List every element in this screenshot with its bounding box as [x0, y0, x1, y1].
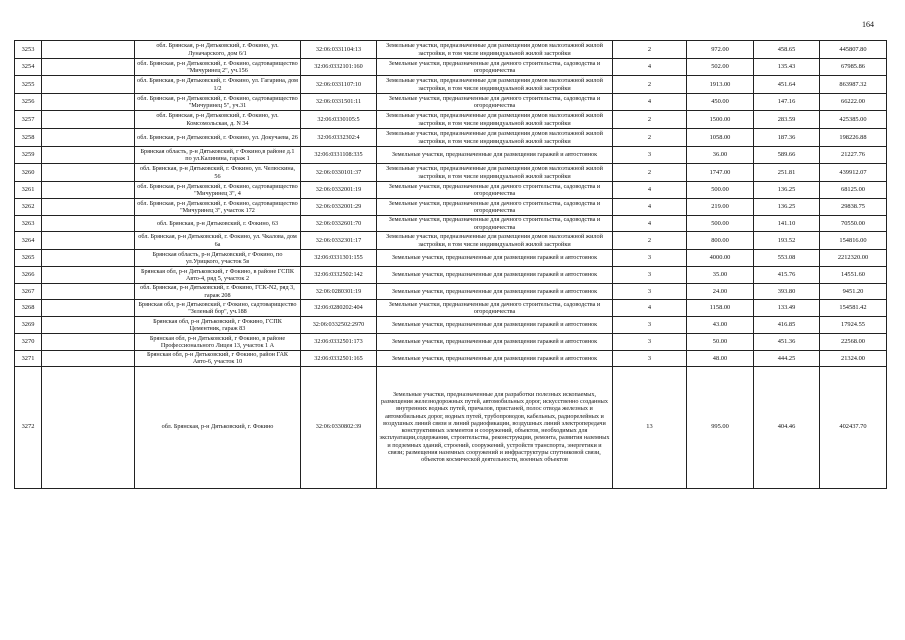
address-cell: Брянская обл, р-н Дятьковский, г Фокино, в районе ГСПК Авто-4, ряд 5, участок 2: [135, 267, 301, 284]
table-row: [15, 147, 887, 164]
land-use-cell: Земельные участки, предназначенные для размещения гаражей и автостоянок: [377, 351, 613, 367]
table-body: [15, 41, 887, 489]
cadastral-value-cell: 425385.00: [820, 111, 887, 129]
group-cell: 13: [613, 366, 687, 488]
cadastral-number-cell: 32:06:0332502:2970: [301, 317, 377, 334]
specific-value-cell: 133.49: [754, 300, 820, 317]
cadastral-value-cell: 21227.76: [820, 147, 887, 164]
area-cell: 1500.00: [687, 111, 754, 129]
area-cell: 450.00: [687, 94, 754, 111]
blank-cell: [42, 129, 135, 147]
group-cell: 3: [613, 267, 687, 284]
land-use-cell: Земельные участки, предназначенные для размещения гаражей и автостоянок: [377, 284, 613, 300]
blank-cell: [42, 199, 135, 216]
land-use-cell: Земельные участки, предназначенные для дачного строительства, садоводства и огородничества: [377, 59, 613, 76]
land-use-cell: Земельные участки, предназначенные для размещения домов малоэтажной жилой застройки, в том числе индивидуальной жилой застройки: [377, 111, 613, 129]
specific-value-cell: 393.80: [754, 284, 820, 300]
row-number: 3256: [15, 94, 42, 111]
group-cell: 4: [613, 59, 687, 76]
cadastral-value-cell: 17924.55: [820, 317, 887, 334]
specific-value-cell: 283.59: [754, 111, 820, 129]
address-cell: обл. Брянская, р-н Дятьковский, г. Фокино, ГСК-N2, ряд 3, гараж 208: [135, 284, 301, 300]
land-use-cell: Земельные участки, предназначенные для дачного строительства, садоводства и огородничества: [377, 182, 613, 199]
address-cell: обл. Брянская, р-н Дятьковский, г. Фокино: [135, 366, 301, 488]
blank-cell: [42, 111, 135, 129]
row-number: 3253: [15, 41, 42, 59]
row-number: 3263: [15, 216, 42, 232]
land-use-cell: Земельные участки, предназначенные для размещения домов малоэтажной жилой застройки, в том числе индивидуальной жилой застройки: [377, 41, 613, 59]
address-cell: Брянская обл, р-н Дятьковский, г Фокино, в районе Профессионального Лицея 13, участок 1 А: [135, 334, 301, 351]
land-use-cell: Земельные участки, предназначенные для разработки полезных ископаемых, размещения железнодорожных путей, автомобильных дорог, искусственно созданных внутренних водных путей, причалов, пристаней, полос отвода железных и автомобильных дорог, водных путей, трубопроводов, кабельных, радиорелейных и воздушных линий связи и линий радиофикации, воздушных линий электропередачи конструктивных элементов и сооружений, объектов, необходимых для эксплуатации,содержания, строительства, реконструкции, ремонта, развития наземных и подземных зданий, строений, сооружений, устройств транспорта, энергетики и связи; размещения наземных сооружений и инфраструктуры спутниковой связи, объектов космической деятельности, военных объектов: [377, 366, 613, 488]
specific-value-cell: 451.64: [754, 76, 820, 94]
address-cell: обл. Брянская, р-н Дятьковский, г. Фокино, ул. Комсомольская, д. N 34: [135, 111, 301, 129]
cadastral-number-cell: 32:06:0332001:29: [301, 199, 377, 216]
specific-value-cell: 589.66: [754, 147, 820, 164]
group-cell: 2: [613, 164, 687, 182]
table-row: [15, 334, 887, 351]
area-cell: 1058.00: [687, 129, 754, 147]
blank-cell: [42, 267, 135, 284]
blank-cell: [42, 334, 135, 351]
specific-value-cell: 251.81: [754, 164, 820, 182]
specific-value-cell: 136.25: [754, 199, 820, 216]
cadastral-value-cell: 154816.00: [820, 232, 887, 250]
area-cell: 48.00: [687, 351, 754, 367]
group-cell: 3: [613, 250, 687, 267]
specific-value-cell: 416.85: [754, 317, 820, 334]
blank-cell: [42, 366, 135, 488]
table-row: [15, 216, 887, 232]
land-use-cell: Земельные участки, предназначенные для дачного строительства, садоводства и огородничества: [377, 216, 613, 232]
specific-value-cell: 147.16: [754, 94, 820, 111]
row-number: 3271: [15, 351, 42, 367]
area-cell: 800.00: [687, 232, 754, 250]
address-cell: обл. Брянская, р-н Дятьковский, г. Фокино, ул. Луначарского, дом 6/1: [135, 41, 301, 59]
row-number: 3258: [15, 129, 42, 147]
area-cell: 1747.00: [687, 164, 754, 182]
land-use-cell: Земельные участки, предназначенные для размещения гаражей и автостоянок: [377, 267, 613, 284]
table-row: [15, 317, 887, 334]
row-number: 3257: [15, 111, 42, 129]
row-number: 3266: [15, 267, 42, 284]
blank-cell: [42, 232, 135, 250]
blank-cell: [42, 41, 135, 59]
group-cell: 2: [613, 111, 687, 129]
table-row: [15, 182, 887, 199]
area-cell: 4000.00: [687, 250, 754, 267]
blank-cell: [42, 164, 135, 182]
area-cell: 24.00: [687, 284, 754, 300]
address-cell: обл. Брянская, р-н Дятьковский, г. Фокино, садтоварищество "Мичуринец 3", 4: [135, 182, 301, 199]
cadastral-value-cell: 9451.20: [820, 284, 887, 300]
cadastral-value-cell: 439912.07: [820, 164, 887, 182]
table-row: [15, 267, 887, 284]
row-number: 3255: [15, 76, 42, 94]
table-row: [15, 284, 887, 300]
page-number: 164: [862, 20, 874, 29]
group-cell: 3: [613, 317, 687, 334]
address-cell: обл. Брянская, р-н Дятьковский, г. Фокино, садтоварищество "Мичуринец 3", участок 172: [135, 199, 301, 216]
table-row: [15, 164, 887, 182]
group-cell: 4: [613, 199, 687, 216]
group-cell: 4: [613, 182, 687, 199]
specific-value-cell: 415.76: [754, 267, 820, 284]
table-row: [15, 351, 887, 367]
area-cell: 36.00: [687, 147, 754, 164]
row-number: 3260: [15, 164, 42, 182]
cadastral-number-cell: 32:06:0330802:39: [301, 366, 377, 488]
area-cell: 1913.00: [687, 76, 754, 94]
specific-value-cell: 404.46: [754, 366, 820, 488]
cadastral-number-cell: 32:06:0332001:19: [301, 182, 377, 199]
table-row: [15, 250, 887, 267]
specific-value-cell: 451.36: [754, 334, 820, 351]
address-cell: Брянская обл, р-н Дятьковский, г Фокино, район ГАК Авто-6, участок 10: [135, 351, 301, 367]
table-row: [15, 199, 887, 216]
table-row: [15, 366, 887, 488]
cadastral-value-cell: 402437.70: [820, 366, 887, 488]
specific-value-cell: 141.10: [754, 216, 820, 232]
specific-value-cell: 444.25: [754, 351, 820, 367]
group-cell: 4: [613, 216, 687, 232]
table-row: [15, 41, 887, 59]
cadastral-number-cell: 32:06:0332502:142: [301, 267, 377, 284]
cadastral-value-cell: 198226.88: [820, 129, 887, 147]
group-cell: 2: [613, 41, 687, 59]
specific-value-cell: 136.25: [754, 182, 820, 199]
blank-cell: [42, 182, 135, 199]
blank-cell: [42, 216, 135, 232]
area-cell: 995.00: [687, 366, 754, 488]
cadastral-number-cell: 32:06:0280202:404: [301, 300, 377, 317]
specific-value-cell: 193.52: [754, 232, 820, 250]
row-number: 3268: [15, 300, 42, 317]
group-cell: 4: [613, 94, 687, 111]
specific-value-cell: 187.36: [754, 129, 820, 147]
table-row: [15, 300, 887, 317]
cadastral-value-cell: 22568.00: [820, 334, 887, 351]
cadastral-number-cell: 32:06:0331107:10: [301, 76, 377, 94]
address-cell: обл. Брянская, р-н Дятьковский, г. Фокино, ул. Гагарина, дом 1/2: [135, 76, 301, 94]
cadastral-number-cell: 32:06:0332101:160: [301, 59, 377, 76]
cadastral-value-cell: 21324.00: [820, 351, 887, 367]
blank-cell: [42, 59, 135, 76]
land-use-cell: Земельные участки, предназначенные для размещения гаражей и автостоянок: [377, 250, 613, 267]
row-number: 3272: [15, 366, 42, 488]
cadastral-value-cell: 66222.00: [820, 94, 887, 111]
table-row: [15, 129, 887, 147]
land-use-cell: Земельные участки, предназначенные для дачного строительства, садоводства и огородничества: [377, 300, 613, 317]
blank-cell: [42, 147, 135, 164]
group-cell: 2: [613, 232, 687, 250]
row-number: 3262: [15, 199, 42, 216]
blank-cell: [42, 284, 135, 300]
group-cell: 3: [613, 334, 687, 351]
area-cell: 500.00: [687, 216, 754, 232]
group-cell: 3: [613, 284, 687, 300]
area-cell: 43.00: [687, 317, 754, 334]
row-number: 3269: [15, 317, 42, 334]
address-cell: Брянская обл, р-н Дятьковский, г Фокино, садтоварищество "Зеленый бор", уч.188: [135, 300, 301, 317]
land-use-cell: Земельные участки, предназначенные для дачного строительства, садоводства и огородничества: [377, 94, 613, 111]
land-use-cell: Земельные участки, предназначенные для размещения домов малоэтажной жилой застройки, в том числе индивидуальной жилой застройки: [377, 232, 613, 250]
row-number: 3261: [15, 182, 42, 199]
blank-cell: [42, 94, 135, 111]
address-cell: обл. Брянская, р-н Дятьковский, г. Фокино, 63: [135, 216, 301, 232]
row-number: 3259: [15, 147, 42, 164]
cadastral-number-cell: 32:06:0332501:165: [301, 351, 377, 367]
group-cell: 3: [613, 351, 687, 367]
cadastral-number-cell: 32:06:0280301:19: [301, 284, 377, 300]
area-cell: 219.00: [687, 199, 754, 216]
table-row: [15, 59, 887, 76]
table-row: [15, 111, 887, 129]
address-cell: обл. Брянская, р-н Дятьковский, г. Фокино, садтоварищество "Мичуринец 5", уч.31: [135, 94, 301, 111]
cadastral-number-cell: 32:06:0331501:11: [301, 94, 377, 111]
land-use-cell: Земельные участки, предназначенные для размещения гаражей и автостоянок: [377, 147, 613, 164]
cadastral-number-cell: 32:06:0330105:5: [301, 111, 377, 129]
address-cell: обл. Брянская, р-н Дятьковский, г. Фокино, садтоварищество "Мичуринец 2", уч.156: [135, 59, 301, 76]
area-cell: 502.00: [687, 59, 754, 76]
group-cell: 2: [613, 76, 687, 94]
group-cell: 4: [613, 300, 687, 317]
cadastral-number-cell: 32:06:0332302:4: [301, 129, 377, 147]
cadastral-number-cell: 32:06:0332501:173: [301, 334, 377, 351]
cadastral-value-cell: 29838.75: [820, 199, 887, 216]
cadastral-number-cell: 32:06:0331301:155: [301, 250, 377, 267]
blank-cell: [42, 76, 135, 94]
row-number: 3270: [15, 334, 42, 351]
cadastral-number-cell: 32:06:0332301:17: [301, 232, 377, 250]
table-row: [15, 76, 887, 94]
blank-cell: [42, 250, 135, 267]
area-cell: 1158.00: [687, 300, 754, 317]
area-cell: 972.00: [687, 41, 754, 59]
cadastral-value-table: [14, 40, 887, 489]
row-number: 3265: [15, 250, 42, 267]
land-use-cell: Земельные участки, предназначенные для размещения гаражей и автостоянок: [377, 334, 613, 351]
group-cell: 3: [613, 147, 687, 164]
cadastral-value-cell: 863987.32: [820, 76, 887, 94]
address-cell: обл. Брянская, р-н Дятьковский, г. Фокино, ул. Докучаева, 26: [135, 129, 301, 147]
cadastral-number-cell: 32:06:0331108:335: [301, 147, 377, 164]
row-number: 3254: [15, 59, 42, 76]
group-cell: 2: [613, 129, 687, 147]
land-use-cell: Земельные участки, предназначенные для дачного строительства, садоводства и огородничества: [377, 199, 613, 216]
address-cell: Брянская обл, р-н Дятьковский, г Фокино, ГСПК Цементник, гараж 83: [135, 317, 301, 334]
cadastral-value-cell: 14551.60: [820, 267, 887, 284]
land-use-cell: Земельные участки, предназначенные для размещения домов малоэтажной жилой застройки, в том числе индивидуальной жилой застройки: [377, 76, 613, 94]
specific-value-cell: 135.43: [754, 59, 820, 76]
address-cell: обл. Брянская, р-н Дятьковский, г. Фокино, ул. Челюскина, 56: [135, 164, 301, 182]
cadastral-value-cell: 68125.00: [820, 182, 887, 199]
area-cell: 500.00: [687, 182, 754, 199]
row-number: 3264: [15, 232, 42, 250]
land-use-cell: Земельные участки, предназначенные для размещения гаражей и автостоянок: [377, 317, 613, 334]
blank-cell: [42, 351, 135, 367]
cadastral-value-cell: 2212320.00: [820, 250, 887, 267]
cadastral-number-cell: 32:06:0330101:37: [301, 164, 377, 182]
area-cell: 50.00: [687, 334, 754, 351]
address-cell: Брянская область, р-н Дятьковский, г Фокино, по ул.Урицкого, участок 5в: [135, 250, 301, 267]
land-use-cell: Земельные участки, предназначенные для размещения домов малоэтажной жилой застройки, в том числе индивидуальной жилой застройки: [377, 164, 613, 182]
address-cell: обл. Брянская, р-н Дятьковский, г. Фокино, ул. Чкалова, дом 6а: [135, 232, 301, 250]
cadastral-value-cell: 445807.80: [820, 41, 887, 59]
row-number: 3267: [15, 284, 42, 300]
cadastral-value-cell: 70550.00: [820, 216, 887, 232]
cadastral-value-cell: 67985.86: [820, 59, 887, 76]
address-cell: Брянская область, р-н Дятьковский, г Фокино,в районе д.1 по ул.Калинина, гараж 1: [135, 147, 301, 164]
blank-cell: [42, 317, 135, 334]
cadastral-number-cell: 32:06:0331104:13: [301, 41, 377, 59]
specific-value-cell: 553.08: [754, 250, 820, 267]
table-row: [15, 232, 887, 250]
cadastral-value-cell: 154581.42: [820, 300, 887, 317]
cadastral-number-cell: 32:06:0332601:70: [301, 216, 377, 232]
land-use-cell: Земельные участки, предназначенные для размещения домов малоэтажной жилой застройки, в том числе индивидуальной жилой застройки: [377, 129, 613, 147]
specific-value-cell: 458.65: [754, 41, 820, 59]
table-row: [15, 94, 887, 111]
area-cell: 35.00: [687, 267, 754, 284]
blank-cell: [42, 300, 135, 317]
